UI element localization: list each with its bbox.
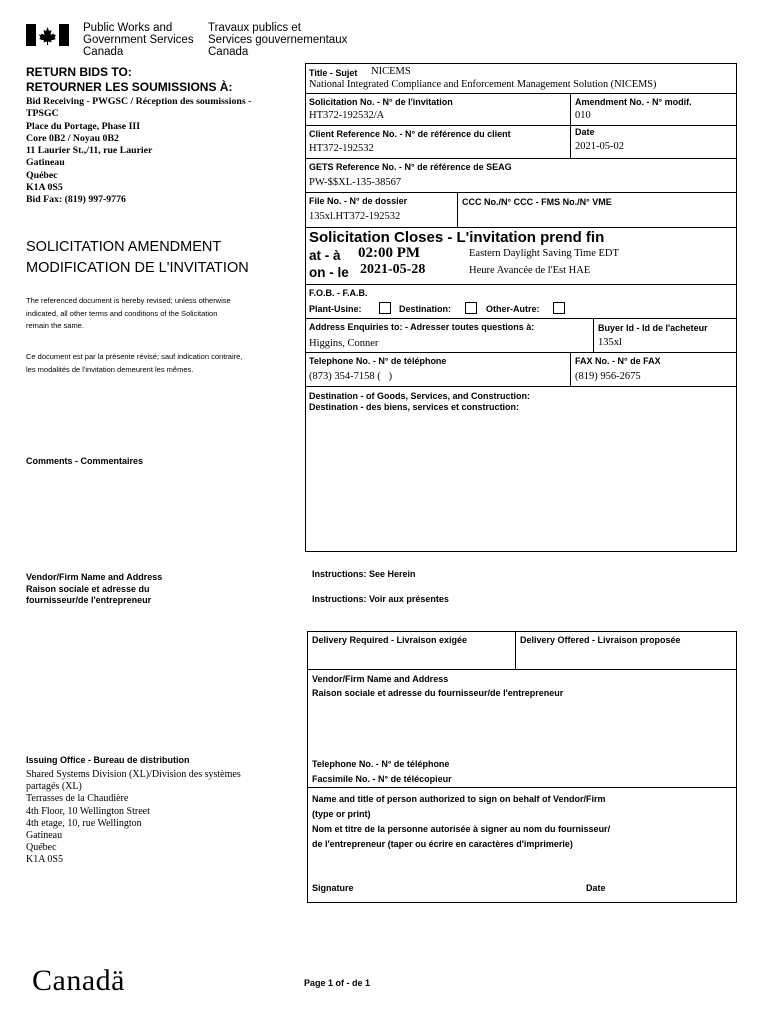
solicitation-no-value: HT372-192532/A [309, 110, 385, 121]
address-line: K1A 0S5 [26, 182, 63, 194]
vendor-facsimile-label: Facsimile No. - N° de télécopieur [312, 774, 452, 784]
date-value: 2021-05-02 [575, 141, 624, 152]
label-line: fournisseur/de l'entrepreneur [26, 595, 152, 605]
file-no-value: 135xl.HT372-192532 [309, 211, 401, 222]
address-enquiries-value: Higgins, Conner [309, 338, 379, 349]
address-line: Core 0B2 / Noyau 0B2 [26, 132, 119, 144]
address-line: Place du Portage, Phase III [26, 120, 141, 132]
address-line: partagés (XL) [26, 781, 82, 793]
text-line: remain the same. [26, 321, 84, 330]
authorized-person-label [312, 792, 610, 852]
solicitation-closes-title: Solicitation Closes - L'invitation prend fin [309, 229, 605, 246]
dept-fr-line: Services gouvernementaux [208, 34, 348, 46]
fax-label: FAX No. - N° de FAX [575, 356, 661, 366]
amendment-no-value: 010 [575, 110, 591, 121]
address-line: 11 Laurier St.,/11, rue Laurier [26, 145, 153, 157]
bid-fax: Bid Fax: (819) 997-9776 [26, 194, 126, 206]
return-bids-title-fr: RETOURNER LES SOUMISSIONS À: [26, 80, 233, 94]
dept-en-line: Government Services [83, 34, 194, 46]
department-name-fr [208, 22, 347, 58]
instructions-fr: Instructions: Voir aux présentes [312, 594, 449, 604]
address-line: Gatineau [26, 157, 65, 169]
telephone-value: (873) 354-7158 ( ) [309, 371, 393, 382]
address-line: Terrasses de la Chaudière [26, 793, 129, 805]
file-no-label: File No. - N° de dossier [309, 196, 408, 206]
delivery-offered-label: Delivery Offered - Livraison proposée [520, 635, 681, 645]
address-line: Québec [26, 169, 58, 181]
vendor-telephone-label: Telephone No. - N° de téléphone [312, 759, 450, 769]
department-name-en [83, 22, 194, 58]
closing-date-value: 2021-05-28 [360, 262, 426, 277]
destination-checkbox[interactable] [465, 302, 477, 314]
title-full-value: National Integrated Compliance and Enforcement Management Solution (NICEMS) [309, 79, 657, 90]
vendor-firm-label [26, 572, 162, 607]
destination-goods-label-fr: Destination - des biens, services et construction: [309, 402, 520, 412]
gets-ref-label: GETS Reference No. - N° de référence de SEAG [309, 162, 512, 172]
destination-label: Destination: [399, 304, 452, 314]
label-line: Raison sociale et adresse du [26, 583, 150, 594]
at-label: at - à [309, 248, 341, 263]
dept-fr-line: Canada [208, 46, 249, 58]
delivery-required-label: Delivery Required - Livraison exigée [312, 635, 468, 645]
gets-ref-value: PW-$$XL-135-38567 [309, 177, 402, 188]
issuing-office-address [26, 769, 241, 867]
client-ref-value: HT372-192532 [309, 143, 374, 154]
address-line: 4th Floor, 10 Wellington Street [26, 805, 150, 817]
page-number: Page 1 of - de 1 [304, 978, 371, 988]
address-line: Québec [26, 842, 57, 854]
plant-usine-label: Plant-Usine: [309, 304, 362, 314]
other-autre-label: Other-Autre: [486, 304, 540, 314]
amendment-title-en: SOLICITATION AMENDMENT [26, 239, 222, 255]
signature-date-label: Date [586, 883, 606, 893]
address-line: K1A 0S5 [26, 854, 63, 866]
other-autre-checkbox[interactable] [553, 302, 565, 314]
text-line: les modalités de l'invitation demeurent les mêmes. [26, 364, 194, 374]
address-enquiries-label: Address Enquiries to: - Adresser toutes questions à: [309, 322, 535, 332]
title-label: Title - Sujet [309, 68, 358, 78]
vendor-name-label-en: Vendor/Firm Name and Address [312, 674, 449, 684]
comments-label: Comments - Commentaires [26, 456, 144, 466]
amendment-text-fr [26, 351, 242, 376]
timezone-fr: Heure Avancée de l'Est HAE [469, 265, 591, 276]
amendment-text-en [26, 295, 231, 333]
telephone-label: Telephone No. - N° de téléphone [309, 356, 447, 366]
return-bids-address [26, 96, 251, 207]
return-bids-title-en: RETURN BIDS TO: [26, 65, 132, 79]
amendment-no-label: Amendment No. - N° modif. [575, 97, 692, 107]
title-value: NICEMS [371, 66, 411, 77]
canada-wordmark [32, 964, 125, 998]
dept-en-line: Public Works and [83, 22, 173, 34]
plant-usine-checkbox[interactable] [379, 302, 391, 314]
fax-value: (819) 956-2675 [575, 371, 641, 382]
timezone-en: Eastern Daylight Saving Time EDT [469, 248, 619, 259]
address-line: 4th etage, 10, rue Wellington [26, 817, 142, 829]
ccc-no-label: CCC No./N° CCC - FMS No./N° VME [462, 197, 612, 207]
address-line: Bid Receiving - PWGSC / Réception des soumissions - [26, 96, 252, 107]
canada-wordmark-text: Canadä [32, 964, 125, 997]
text-line: Ce document est par la présente révisé; sauf indication contraire, [26, 352, 243, 361]
address-line: Gatineau [26, 830, 63, 842]
address-line: TPSGC [26, 108, 59, 120]
text-line: The referenced document is hereby revised; unless otherwise [26, 296, 231, 305]
on-label: on - le [309, 265, 349, 280]
amendment-title [26, 237, 249, 279]
date-label: Date [575, 127, 595, 137]
dept-en-line: Canada [83, 46, 124, 58]
signature-label: Signature [312, 883, 354, 893]
solicitation-no-label: Solicitation No. - N° de l'invitation [309, 97, 453, 107]
canada-flag-logo [26, 24, 69, 46]
destination-goods-label-en: Destination - of Goods, Services, and Construction: [309, 391, 531, 401]
closing-time-value: 02:00 PM [358, 245, 421, 261]
fob-label: F.O.B. - F.A.B. [309, 288, 368, 298]
label-line: de l'entrepreneur (taper ou écrire en caractères d'imprimerie) [312, 839, 573, 849]
label-line: Nom et titre de la personne autorisée à signer au nom du fournisseur/ [312, 824, 611, 834]
buyer-id-value: 135xl [598, 337, 622, 348]
issuing-office-label: Issuing Office - Bureau de distribution [26, 755, 190, 765]
label-line: (type or print) [312, 809, 371, 819]
dept-fr-line: Travaux publics et [208, 22, 301, 34]
client-ref-label: Client Reference No. - N° de référence du client [309, 129, 511, 139]
amendment-title-fr: MODIFICATION DE L'INVITATION [26, 260, 249, 276]
label-line: Name and title of person authorized to sign on behalf of Vendor/Firm [312, 794, 606, 804]
text-line: indicated, all other terms and conditions of the Solicitation [26, 308, 218, 318]
vendor-name-label-fr: Raison sociale et adresse du fournisseur/de l'entrepreneur [312, 688, 564, 698]
label-line: Vendor/Firm Name and Address [26, 572, 163, 582]
buyer-id-label: Buyer Id - Id de l'acheteur [598, 323, 708, 333]
address-line: Shared Systems Division (XL)/Division des systèmes [26, 769, 241, 780]
instructions-en: Instructions: See Herein [312, 569, 416, 579]
